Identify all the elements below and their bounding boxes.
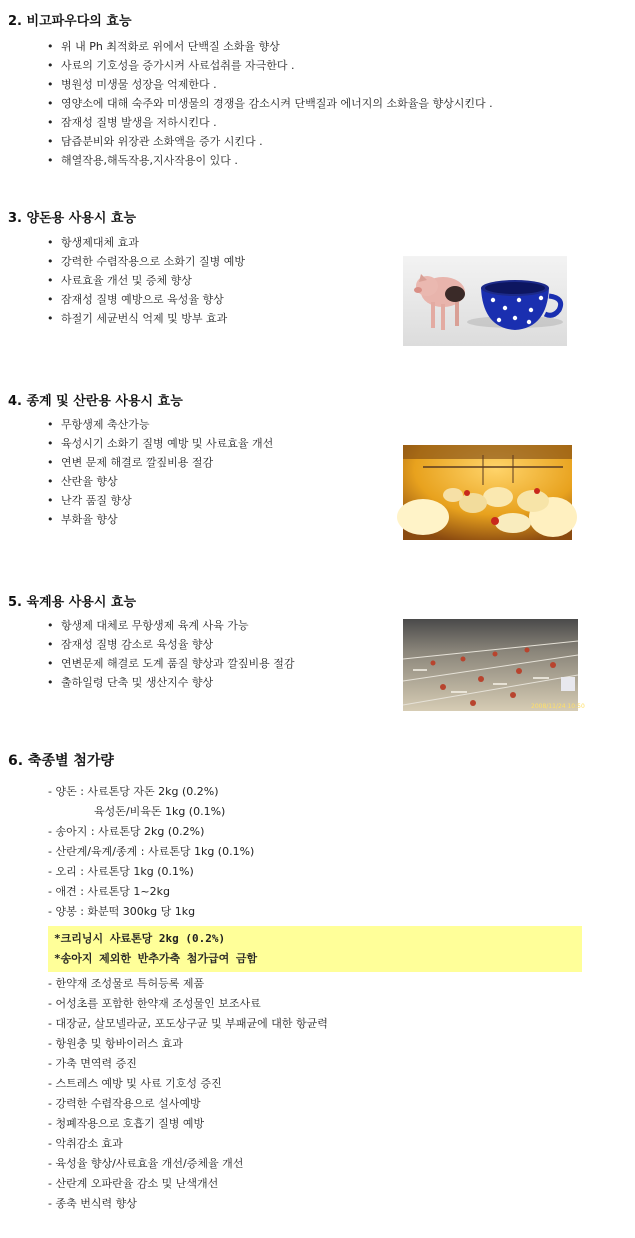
section-6 <box>8 753 628 769</box>
feature-item: - 산란계 오파란율 감소 및 난색개선 <box>48 1177 219 1190</box>
dosage-item: - 산란계/육계/종계 : 사료톤당 1kg (0.1%) <box>48 845 255 858</box>
list-item: • 항생제대체 효과 <box>44 233 245 252</box>
dosage-item: 육성돈/비육돈 1kg (0.1%) <box>94 805 226 818</box>
list-item: • 연변문제 해결로 도계 품질 향상과 깔짚비용 절감 <box>44 654 295 673</box>
dosage-item: - 애견 : 사료톤당 1~2kg <box>48 885 170 898</box>
broiler-house-photo <box>403 619 585 711</box>
list-item: • 무항생제 축산가능 <box>44 415 273 434</box>
section-4-title: 4. 종계 및 산란용 사용시 효능 <box>8 394 183 409</box>
dosage-list <box>48 782 254 922</box>
list-item: • 위 내 Ph 최적화로 위에서 단백질 소화율 향상 <box>44 37 493 56</box>
feature-item: - 스트레스 예방 및 사료 기호성 증진 <box>48 1077 222 1090</box>
feature-item: - 항원충 및 항바이러스 효과 <box>48 1037 183 1050</box>
dosage-item: - 오리 : 사료톤당 1kg (0.1%) <box>48 865 194 878</box>
list-item: • 항생제 대체로 무항생제 육계 사육 가능 <box>44 616 295 635</box>
list-item: • 병원성 미생물 성장을 억제한다 . <box>44 75 493 94</box>
section-2-title: 2. 비고파우다의 효능 <box>8 14 132 29</box>
list-item: • 해열작용,해독작용,지사작용이 있다 . <box>44 151 493 170</box>
section-5 <box>8 595 628 611</box>
list-item: • 잠재성 질병 예방으로 육성율 향상 <box>44 290 245 309</box>
list-item: • 담즙분비와 위장관 소화액을 증가 시킨다 . <box>44 132 493 151</box>
list-item: • 잠재성 질병 감소로 육성율 향상 <box>44 635 295 654</box>
dosage-item: - 송아지 : 사료톤당 2kg (0.2%) <box>48 825 205 838</box>
section-2-list <box>44 37 493 170</box>
feature-item: - 가축 면역력 증진 <box>48 1057 137 1070</box>
feature-item: - 종축 번식력 향상 <box>48 1197 137 1210</box>
section-5-title: 5. 육계용 사용시 효능 <box>8 595 137 610</box>
feature-item: - 육성율 향상/사료효율 개선/증체율 개선 <box>48 1157 244 1170</box>
list-item: • 강력한 수렴작용으로 소화기 질병 예방 <box>44 252 245 271</box>
section-5-list <box>44 616 295 692</box>
feature-list <box>48 974 328 1214</box>
feature-item: - 한약재 조성물로 특허등록 제품 <box>48 977 205 990</box>
feature-item: - 어성초를 포함한 한약재 조성물인 보조사료 <box>48 997 261 1010</box>
list-item: • 산란율 향상 <box>44 472 273 491</box>
feature-item: - 악취감소 효과 <box>48 1137 123 1150</box>
breeder-hens-photo <box>403 445 572 540</box>
dosage-item: - 양돈 : 사료톤당 자돈 2kg (0.2%) <box>48 785 219 798</box>
caution-note <box>48 926 582 972</box>
section-3-title: 3. 양돈용 사용시 효능 <box>8 211 137 226</box>
list-item: • 연변 문제 해결로 깔짚비용 절감 <box>44 453 273 472</box>
list-item: • 사료의 기호성을 증가시켜 사료섭취를 자극한다 . <box>44 56 493 75</box>
feature-item: - 강력한 수렴작용으로 설사예방 <box>48 1097 201 1110</box>
note-line: *크리닝시 사료톤당 2kg (0.2%) <box>54 932 226 945</box>
section-2 <box>8 14 628 30</box>
feature-item: - 청폐작용으로 호흡기 질병 예방 <box>48 1117 205 1130</box>
note-line: *송아지 제외한 반추가축 첨가급여 금함 <box>54 952 258 965</box>
photo-timestamp: 2008/11/24 10:50 <box>531 703 585 710</box>
section-3-list <box>44 233 245 328</box>
section-6-title: 6. 축종별 첨가량 <box>8 753 114 769</box>
dosage-item: - 양봉 : 화분떡 300kg 당 1kg <box>48 905 196 918</box>
section-4-list <box>44 415 273 529</box>
list-item: • 출하일령 단축 및 생산지수 향상 <box>44 673 295 692</box>
piglet-cup-photo <box>403 256 567 346</box>
section-4 <box>8 394 628 410</box>
list-item: • 사료효율 개선 및 증체 향상 <box>44 271 245 290</box>
feature-item: - 대장균, 살모넬라균, 포도상구균 및 부패균에 대한 항균력 <box>48 1017 328 1030</box>
list-item: • 하절기 세균번식 억제 및 방부 효과 <box>44 309 245 328</box>
list-item: • 잠재성 질병 발생을 저하시킨다 . <box>44 113 493 132</box>
list-item: • 부화율 향상 <box>44 510 273 529</box>
list-item: • 육성시기 소화기 질병 예방 및 사료효율 개선 <box>44 434 273 453</box>
list-item: • 영양소에 대해 숙주와 미생물의 경쟁을 감소시켜 단백질과 에너지의 소화율을 향상시킨다 . <box>44 94 493 113</box>
section-3 <box>8 211 628 227</box>
list-item: • 난각 품질 향상 <box>44 491 273 510</box>
